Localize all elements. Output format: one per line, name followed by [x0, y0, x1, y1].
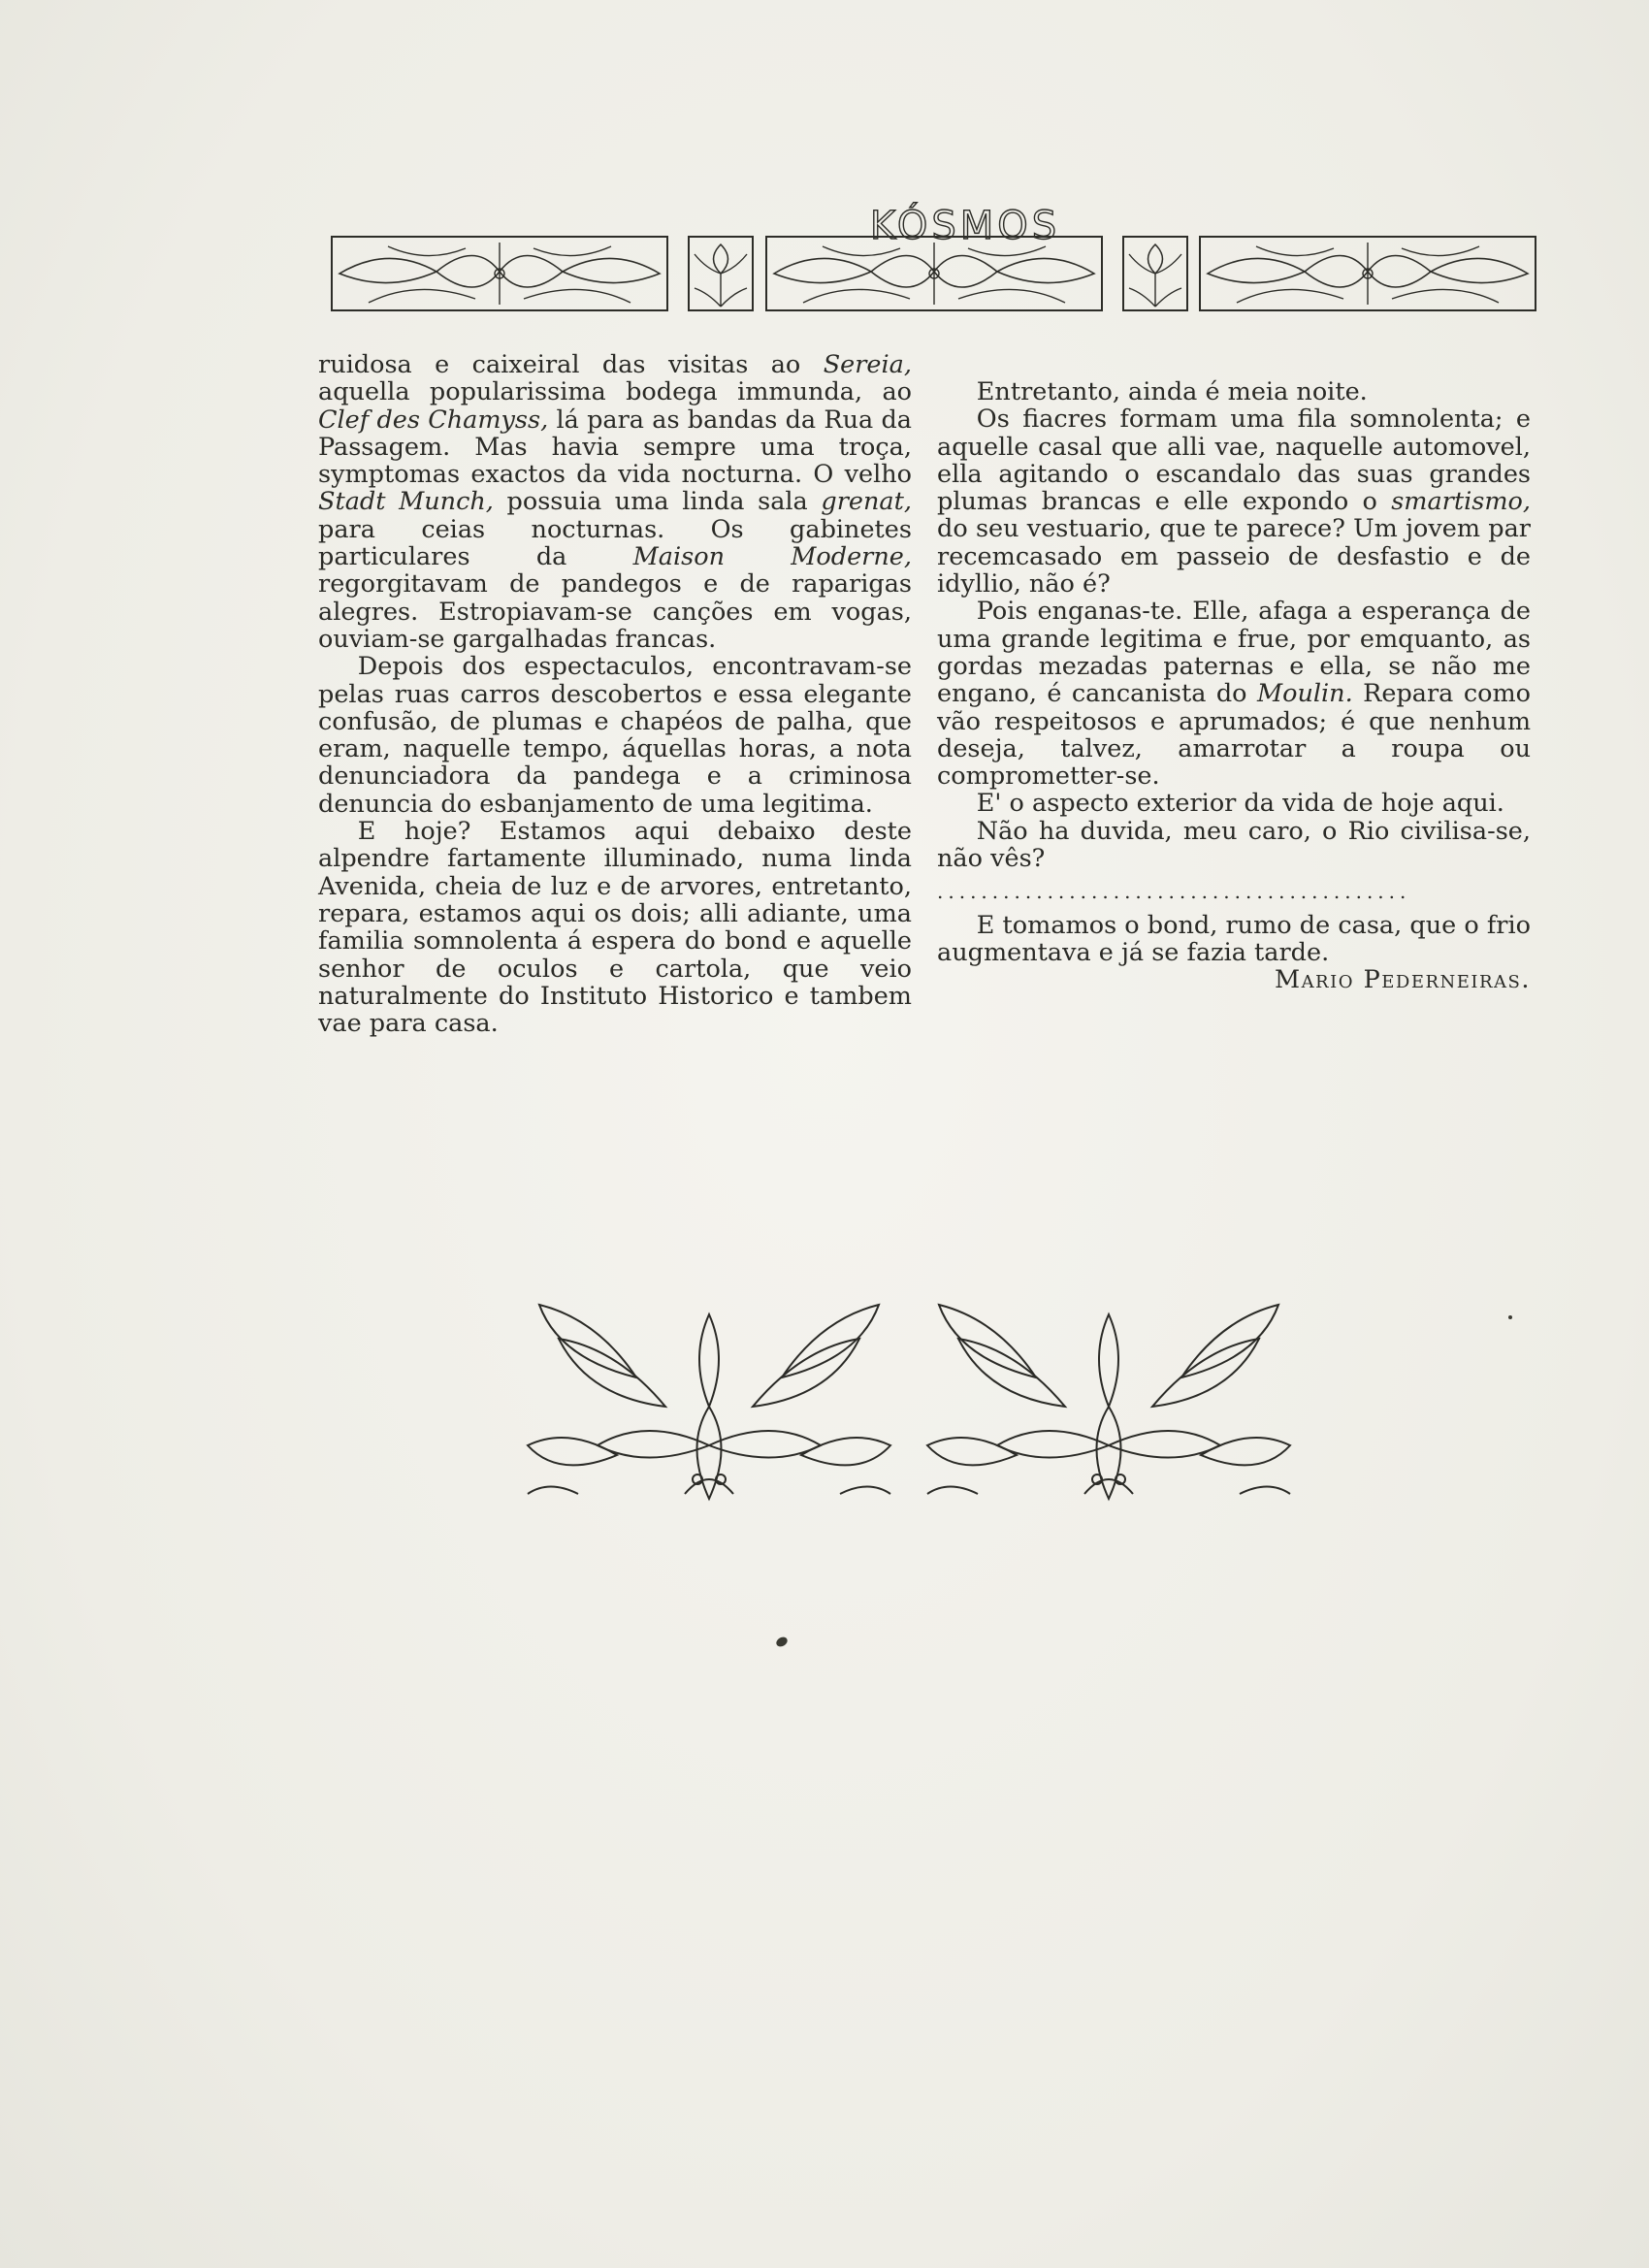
- ellipsis-separator: ...........................................: [937, 880, 1411, 904]
- left-paragraph-3: E hoje? Estamos aqui debaixo deste alpendre fartamente illuminado, numa linda Avenida, cheia de luz e de arvores, entretanto, repara, estamos aqui os dois; alli adiante, uma familia somnolenta á espera do bond e aquelle senhor de oculos e cartola, que veio naturalmente do Instituto Historico e tambem vae para casa.: [318, 817, 912, 1039]
- ink-speck-small: [1508, 1315, 1512, 1319]
- right-paragraph-2: Os fiacres formam uma fila somnolenta; e aquelle casal que alli vae, naquelle automovel, ella agitando o escandalo das suas grandes plumas brancas e elle expondo o smartismo, do seu vestuario, que te parece? Um jovem par recemcasado em passeio de desfastio e de idyllio, não é?: [937, 405, 1531, 599]
- left-column: [318, 351, 912, 1037]
- right-paragraph-1: Entretanto, ainda é meia noite.: [976, 377, 1368, 406]
- floral-header-border: [330, 231, 1537, 340]
- masthead-title: KÓSMOS: [869, 204, 1061, 248]
- left-paragraph-2: Depois dos espectaculos, encontravam-se pelas ruas carros descobertos e essa elegante confusão, de plumas e chapéos de palha, que eram, naquelle tempo, áquellas horas, a nota denunciadora da pandega e a criminosa denuncia do esbanjamento de uma legitima.: [318, 652, 912, 819]
- right-paragraph-3: Pois enganas-te. Elle, afaga a esperança de uma grande legitima e frue, por emquanto, as gordas mezadas paternas e ella, se não me engano, é cancanista do Moulin. Repara como vão respeitosos e aprumados; é que nenhum deseja, talvez, amarrotar a roupa ou comprometter-se.: [937, 597, 1531, 792]
- right-paragraph-5: Não ha duvida, meu caro, o Rio civilisa-se, não vês?: [937, 816, 1531, 874]
- right-paragraph-4: E' o aspecto exterior da vida de hoje aqui.: [976, 789, 1504, 819]
- floral-tailpiece: [520, 1300, 1298, 1504]
- floral-ornament-left: [520, 1300, 898, 1504]
- left-paragraph-1: ruidosa e caixeiral das visitas ao Sereia, aquella popularissima bodega immunda, ao Clef des Chamyss, lá para as bandas da Rua da Passagem. Mas havia sempre uma troça, symptomas exactos da vida nocturna. O velho Stadt Munch, possuia uma linda sala grenat, para ceias nocturnas. Os gabinetes particulares da Maison Moderne, regorgitavam de pandegos e de raparigas alegres. Estropiavam-se canções em vogas, ouviam-se gargalhadas francas.: [318, 350, 912, 654]
- floral-ornament-right: [920, 1300, 1298, 1504]
- author-signature: Mario Pederneiras.: [1274, 965, 1531, 995]
- right-paragraph-6: E tomamos o bond, rumo de casa, que o frio augmentava e já se fazia tarde.: [937, 910, 1531, 967]
- right-column: [937, 378, 1531, 994]
